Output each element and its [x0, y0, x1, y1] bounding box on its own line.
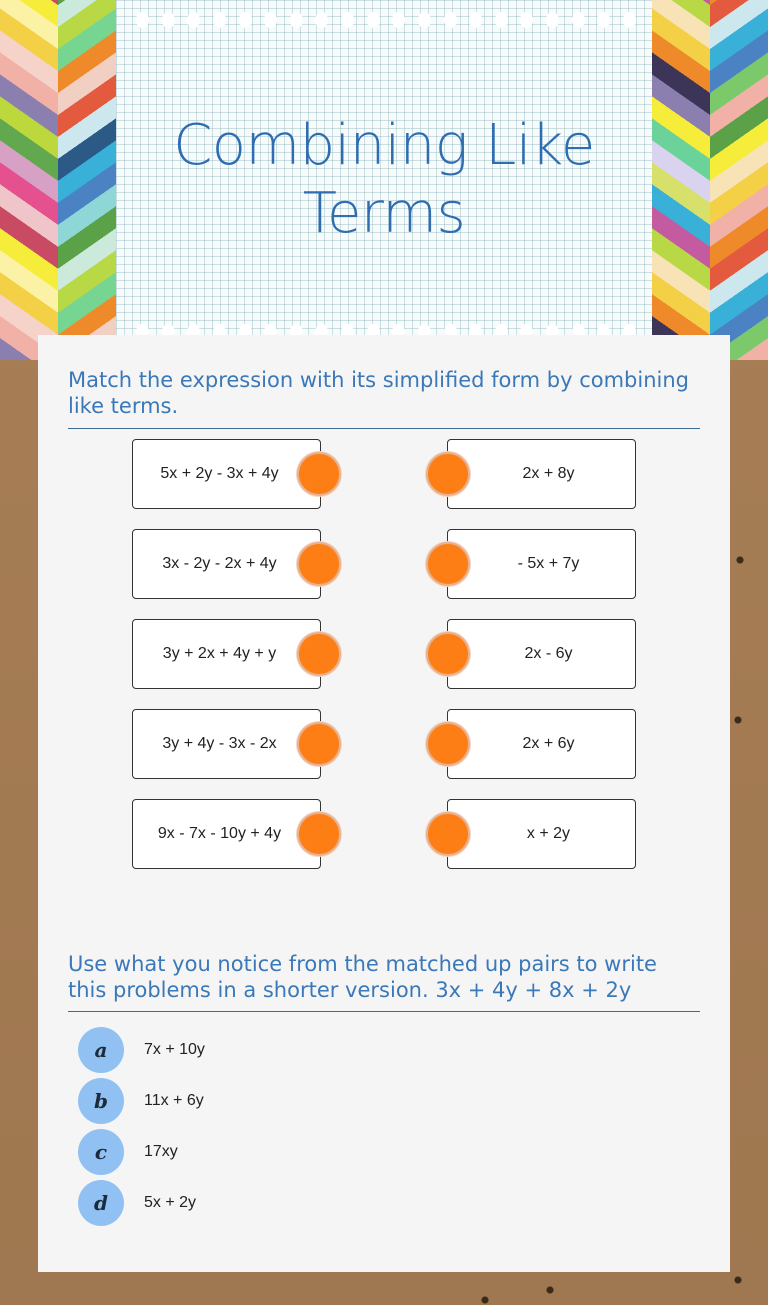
- answer-option-b[interactable]: [78, 1078, 204, 1124]
- question-2-divider: [68, 1011, 700, 1012]
- left-connector-dot[interactable]: [297, 812, 341, 856]
- option-letter-badge: c: [78, 1129, 124, 1175]
- left-connector-dot[interactable]: [297, 632, 341, 676]
- title-line-2: Terms: [302, 181, 466, 246]
- chevron-stripes: [710, 0, 768, 360]
- option-text: 17xy: [144, 1143, 178, 1160]
- answer-option-d[interactable]: [78, 1180, 196, 1226]
- match-left-item[interactable]: [132, 709, 321, 779]
- page-title: [116, 112, 652, 248]
- option-letter-badge: d: [78, 1180, 124, 1226]
- title-line-1: Combining Like: [173, 113, 595, 178]
- right-connector-dot[interactable]: [426, 452, 470, 496]
- question-1-divider: [68, 428, 700, 429]
- option-letter-badge: b: [78, 1078, 124, 1124]
- match-left-item[interactable]: [132, 529, 321, 599]
- question-2-prompt: Use what you notice from the matched up pairs to write this problems in a shorter version. 3x + 4y + 8x + 2y: [68, 952, 657, 1002]
- right-connector-dot[interactable]: [426, 812, 470, 856]
- match-left-item[interactable]: [132, 799, 321, 869]
- match-left-item[interactable]: [132, 619, 321, 689]
- right-connector-dot[interactable]: [426, 632, 470, 676]
- match-right-item[interactable]: [447, 709, 636, 779]
- match-right-item[interactable]: [447, 619, 636, 689]
- paper-holes-top: [136, 12, 636, 30]
- left-connector-dot[interactable]: [297, 452, 341, 496]
- match-left-text: 5x + 2y - 3x + 4y: [160, 465, 279, 482]
- chevron-decoration-left: [0, 0, 116, 360]
- option-text: 7x + 10y: [144, 1041, 205, 1058]
- chevron-decoration-right: [652, 0, 768, 360]
- match-right-text: - 5x + 7y: [517, 555, 580, 572]
- right-connector-dot[interactable]: [426, 542, 470, 586]
- match-left-item[interactable]: [132, 439, 321, 509]
- answer-option-c[interactable]: [78, 1129, 178, 1175]
- question-1-prompt: Match the expression with its simplified form by combining like terms.: [68, 368, 690, 418]
- match-left-text: 3x - 2y - 2x + 4y: [162, 555, 277, 572]
- right-connector-dot[interactable]: [426, 722, 470, 766]
- worksheet-header: [0, 0, 768, 360]
- match-right-item[interactable]: [447, 529, 636, 599]
- match-right-text: 2x - 6y: [524, 645, 573, 662]
- match-right-text: 2x + 6y: [522, 735, 575, 752]
- match-right-text: x + 2y: [526, 825, 571, 842]
- option-letter-badge: a: [78, 1027, 124, 1073]
- match-left-text: 3y + 4y - 3x - 2x: [162, 735, 277, 752]
- option-text: 11x + 6y: [144, 1092, 204, 1109]
- chevron-stripes: [58, 0, 116, 360]
- option-text: 5x + 2y: [144, 1194, 197, 1211]
- match-right-item[interactable]: [447, 799, 636, 869]
- left-connector-dot[interactable]: [297, 722, 341, 766]
- chevron-stripes: [0, 0, 58, 360]
- match-left-text: 3y + 2x + 4y + y: [162, 645, 277, 662]
- match-right-text: 2x + 8y: [522, 465, 575, 482]
- match-left-text: 9x - 7x - 10y + 4y: [157, 825, 282, 842]
- left-connector-dot[interactable]: [297, 542, 341, 586]
- worksheet-card: [38, 335, 730, 1272]
- chevron-stripes: [652, 0, 710, 360]
- answer-option-a[interactable]: [78, 1027, 205, 1073]
- match-right-item[interactable]: [447, 439, 636, 509]
